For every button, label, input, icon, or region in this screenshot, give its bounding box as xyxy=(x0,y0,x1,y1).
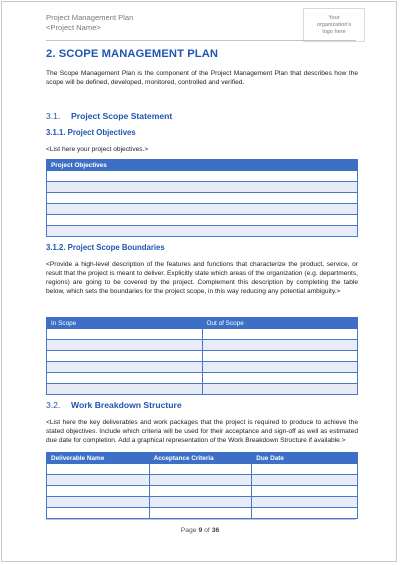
logo-placeholder-line: Your xyxy=(328,15,340,21)
table-cell[interactable] xyxy=(47,340,203,351)
table-cell[interactable] xyxy=(149,475,252,486)
in-scope-header: In Scope xyxy=(47,318,203,329)
objectives-table xyxy=(46,159,358,237)
wbs-heading xyxy=(46,400,182,410)
table-cell[interactable] xyxy=(202,340,358,351)
out-of-scope-header: Out of Scope xyxy=(202,318,358,329)
table-cell[interactable] xyxy=(47,486,150,497)
table-cell[interactable] xyxy=(47,384,203,395)
logo-placeholder-line: organization's xyxy=(316,22,352,28)
table-cell[interactable] xyxy=(47,204,358,215)
table-cell[interactable] xyxy=(47,215,358,226)
table-cell[interactable] xyxy=(202,384,358,395)
header-title: Project Management Plan xyxy=(46,13,134,22)
header-project-name: <Project Name> xyxy=(46,23,101,32)
table-cell[interactable] xyxy=(47,193,358,204)
boundaries-text: <Provide a high-level description of the features and functions that characterize the product, service, or result that the project is meant to deliver. Explicitly state which areas of the organization (e.g. departments, regions) are going to be covered by the project. Complement this description by completing the table below, which sets the boundaries for the project scope, in this way reducing any potential ambiguity.> xyxy=(46,261,358,295)
wbs-text: <List here the key deliverables and work packages that the project is required to produce to achieve the stated objectives. Include which criteria will be used for their acceptance and sign-off as well as estimated due date for completion. Add a graphical representation of the Work Breakdown Structure if available.> xyxy=(46,419,358,444)
section-intro: The Scope Management Plan is the component of the Project Management Plan that describes how the scope will be defined, developed, monitored, controlled and verified. xyxy=(46,70,358,86)
boundaries-table xyxy=(46,317,358,395)
scope-statement-heading xyxy=(46,111,172,121)
table-cell[interactable] xyxy=(47,497,150,508)
objectives-placeholder: <List here your project objectives.> xyxy=(46,146,149,153)
acceptance-criteria-header: Acceptance Criteria xyxy=(149,453,252,464)
scope-statement-number: 3.1. xyxy=(46,111,61,121)
page-number: 9 xyxy=(198,527,203,534)
table-cell[interactable] xyxy=(47,373,203,384)
table-cell[interactable] xyxy=(149,497,252,508)
table-cell[interactable] xyxy=(202,373,358,384)
table-cell[interactable] xyxy=(47,182,358,193)
total-pages: 36 xyxy=(211,527,220,534)
wbs-number: 3.2. xyxy=(46,400,61,410)
logo-placeholder xyxy=(303,8,365,42)
page-label: Page xyxy=(180,527,197,534)
table-cell[interactable] xyxy=(47,508,150,519)
table-cell[interactable] xyxy=(47,171,358,182)
table-cell[interactable] xyxy=(252,464,358,475)
section-heading: 2. SCOPE MANAGEMENT PLAN xyxy=(46,48,219,60)
table-cell[interactable] xyxy=(202,351,358,362)
table-cell[interactable] xyxy=(149,464,252,475)
table-cell[interactable] xyxy=(252,475,358,486)
deliverable-name-header: Deliverable Name xyxy=(47,453,150,464)
wbs-table xyxy=(46,452,358,519)
logo-placeholder-line: logo here xyxy=(322,29,346,35)
table-cell[interactable] xyxy=(202,362,358,373)
scope-statement-title: Project Scope Statement xyxy=(71,111,173,121)
table-cell[interactable] xyxy=(202,329,358,340)
table-cell[interactable] xyxy=(252,486,358,497)
boundaries-heading: 3.1.2. Project Scope Boundaries xyxy=(46,243,165,252)
of-label: of xyxy=(204,527,210,534)
table-cell[interactable] xyxy=(47,329,203,340)
table-cell[interactable] xyxy=(47,475,150,486)
table-cell[interactable] xyxy=(252,508,358,519)
table-cell[interactable] xyxy=(47,226,358,237)
table-cell[interactable] xyxy=(47,464,150,475)
table-cell[interactable] xyxy=(47,362,203,373)
table-cell[interactable] xyxy=(149,486,252,497)
header-divider xyxy=(46,40,356,41)
page-footer xyxy=(0,527,400,534)
table-cell[interactable] xyxy=(252,497,358,508)
objectives-table-header: Project Objectives xyxy=(47,160,358,171)
wbs-title: Work Breakdown Structure xyxy=(71,400,182,410)
objectives-heading: 3.1.1. Project Objectives xyxy=(46,128,136,137)
document-header xyxy=(46,13,133,33)
due-date-header: Due Date xyxy=(252,453,358,464)
footer-divider xyxy=(46,519,356,520)
table-cell[interactable] xyxy=(47,351,203,362)
table-cell[interactable] xyxy=(149,508,252,519)
